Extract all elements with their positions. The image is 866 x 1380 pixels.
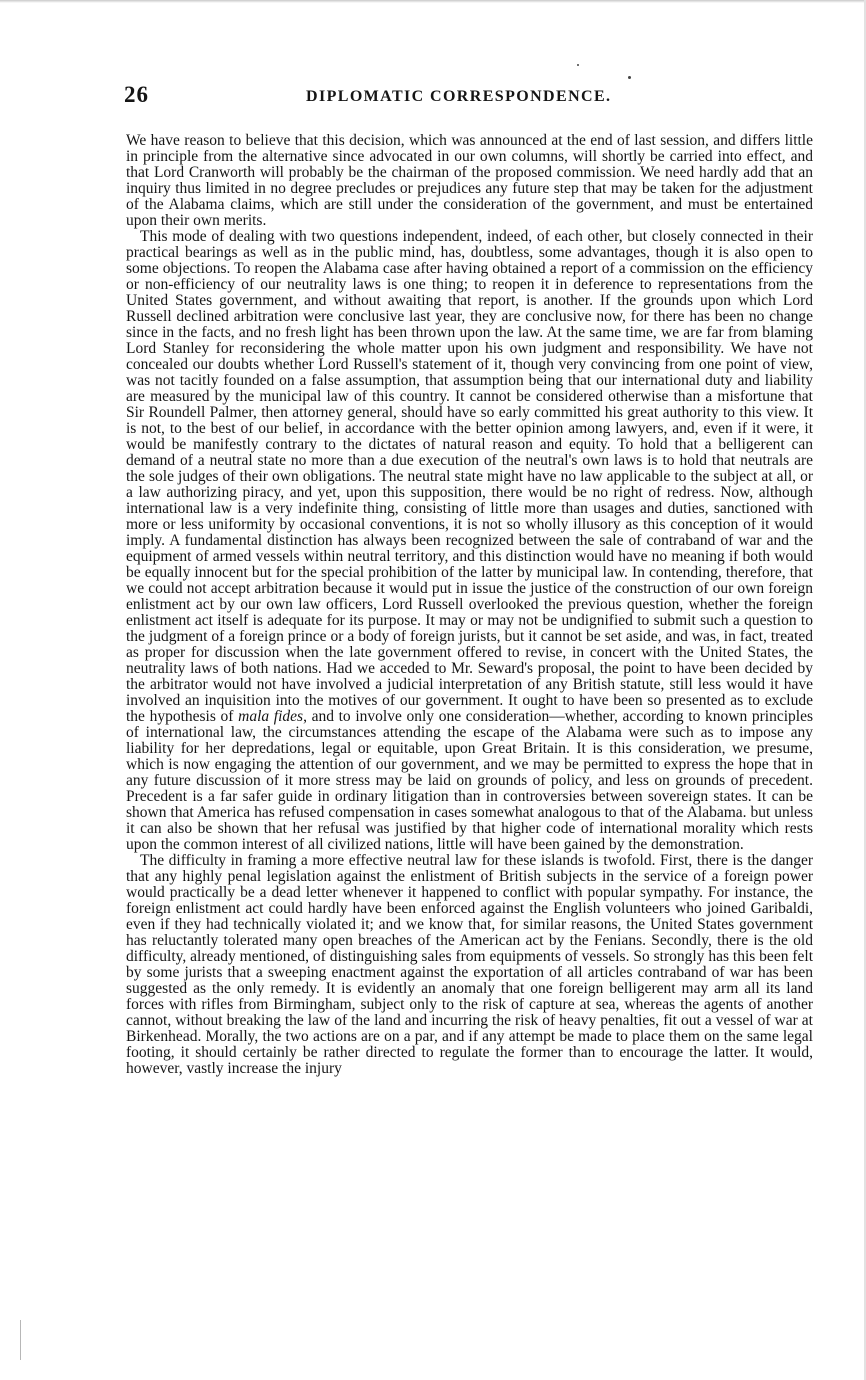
- ink-speck: [577, 64, 579, 66]
- running-head: DIPLOMATIC CORRESPONDENCE.: [306, 88, 612, 105]
- page-edge-top: [0, 0, 866, 3]
- paragraph-1: We have reason to believe that this decision, which was announced at the end of last session, and differs little in principle from the alternative since advocated in our own columns, will shortly be carried into effect, and that Lord Cranworth will probably be the chairman of the proposed commission. We need hardly add that an inquiry thus limited in no degree precludes or prejudices any future step that may be taken for the adjustment of the Alabama claims, which are still under the consideration of the government, and must be entertained upon their own merits.: [126, 132, 813, 229]
- paragraph-2-text-a: This mode of dealing with two questions independent, indeed, of each other, but closely connected in their practical bearings as well as in the public mind, has, doubtless, some advantages, though it is also open to some objections. To reopen the Alabama case after having obtained a report of a commission on the efficiency or non-efficiency of our neutrality laws is one thing; to reopen it in deference to representations from the United States government, and without awaiting that report, is another. If the grounds upon which Lord Russell declined arbitration were conclusive last year, they are conclusive now, for there has been no change since in the facts, and no fresh light has been thrown upon the law. At the same time, we are far from blaming Lord Stanley for reconsidering the whole matter upon his own judgment and responsibility. We have not concealed our doubts whether Lord Russell's statement of it, though very convincing from one point of view, was not tacitly founded on a false assumption, that assumption being that our international duty and liability are measured by the municipal law of this country. It cannot be considered otherwise than a misfortune that Sir Roundell Palmer, then attorney general, should have so early committed his great authority to this view. It is not, to the best of our belief, in accordance with the better opinion among lawyers, and, even if it were, it would be manifestly contrary to the dictates of natural reason and equity. To hold that a belligerent can demand of a neutral state no more than a due execution of the neutral's own laws is to hold that neutrals are the sole judges of their own obligations. The neutral state might have no law applicable to the subject at all, or a law authorizing piracy, and yet, upon this supposition, there would be no right of redress. Now, although international law is a very indefinite thing, consisting of little more than usages and duties, sanctioned with more or less uniformity by occasional conventions, it is not so wholly illusory as this conception of it would imply. A fundamental distinction has always been recognized between the sale of contraband of war and the equipment of armed vessels within neutral territory, and this distinction would have no meaning if both would be equally innocent but for the special prohibition of the latter by municipal law. In contending, therefore, that we could not accept arbitration because it would put in issue the justice of the construction of our own foreign enlistment act by our own law officers, Lord Russell overlooked the previous question, whether the foreign enlistment act itself is adequate for its purpose. It may or may not be undignified to submit such a question to the judgment of a foreign prince or a body of foreign jurists, but it cannot be set aside, and was, in fact, treated as proper for discussion when the late government offered to revise, in concert with the United States, the neutrality laws of both nations. Had we acceded to Mr. Seward's proposal, the point to have been decided by the arbitrator would not have involved a judicial interpretation of any British statute, still less would it have involved an inquisition into the motives of our government. It ought to have been so presented as to exclude the hypothesis of: [126, 228, 813, 725]
- page-number: 26: [124, 82, 149, 107]
- italic-phrase: mala fides: [238, 708, 304, 725]
- page-header: [124, 82, 814, 112]
- margin-mark: [20, 1320, 21, 1360]
- paragraph-2-text-b: , and to involve only one consideration—whether, according to known principles of international law, the circumstances attending the escape of the Alabama were such as to impose any liability for her depredations, legal or equitable, upon Great Britain. It is this consideration, we presume, which is now engaging the attention of our government, and we may be permitted to express the hope that in any future discussion of it more stress may be laid on grounds of policy, and less on grounds of precedent. Precedent is a far safer guide in ordinary litigation than in controversies between sovereign states. It can be shown that America has refused compensation in cases somewhat analogous to that of the Alabama. but unless it can also be shown that her refusal was justified by that higher code of international morality which rests upon the common interest of all civilized nations, little will have been gained by the demonstration.: [126, 708, 813, 853]
- ink-speck: [628, 76, 631, 79]
- paragraph-2: [126, 229, 813, 853]
- body-text: [126, 133, 813, 1077]
- paragraph-3: The difficulty in framing a more effective neutral law for these islands is twofold. First, there is the danger that any highly penal legislation against the enlistment of British subjects in the service of a foreign power would practically be a dead letter whenever it happened to conflict with popular sympathy. For instance, the foreign enlistment act could hardly have been enforced against the English volunteers who joined Garibaldi, even if they had technically violated it; and we know that, for similar reasons, the United States government has reluctantly tolerated many open breaches of the American act by the Fenians. Secondly, there is the old difficulty, already mentioned, of distinguishing sales from equipments of vessels. So strongly has this been felt by some jurists that a sweeping enactment against the exportation of all articles contraband of war has been suggested as the only remedy. It is evidently an anomaly that one foreign belligerent may arm all its land forces with rifles from Birmingham, subject only to the risk of capture at sea, whereas the agents of another cannot, without breaking the law of the land and incurring the risk of heavy penalties, fit out a vessel of war at Birkenhead. Morally, the two actions are on a par, and if any attempt be made to place them on the same legal footing, it should certainly be rather directed to regulate the former than to encourage the latter. It would, however, vastly increase the injury: [126, 852, 813, 1077]
